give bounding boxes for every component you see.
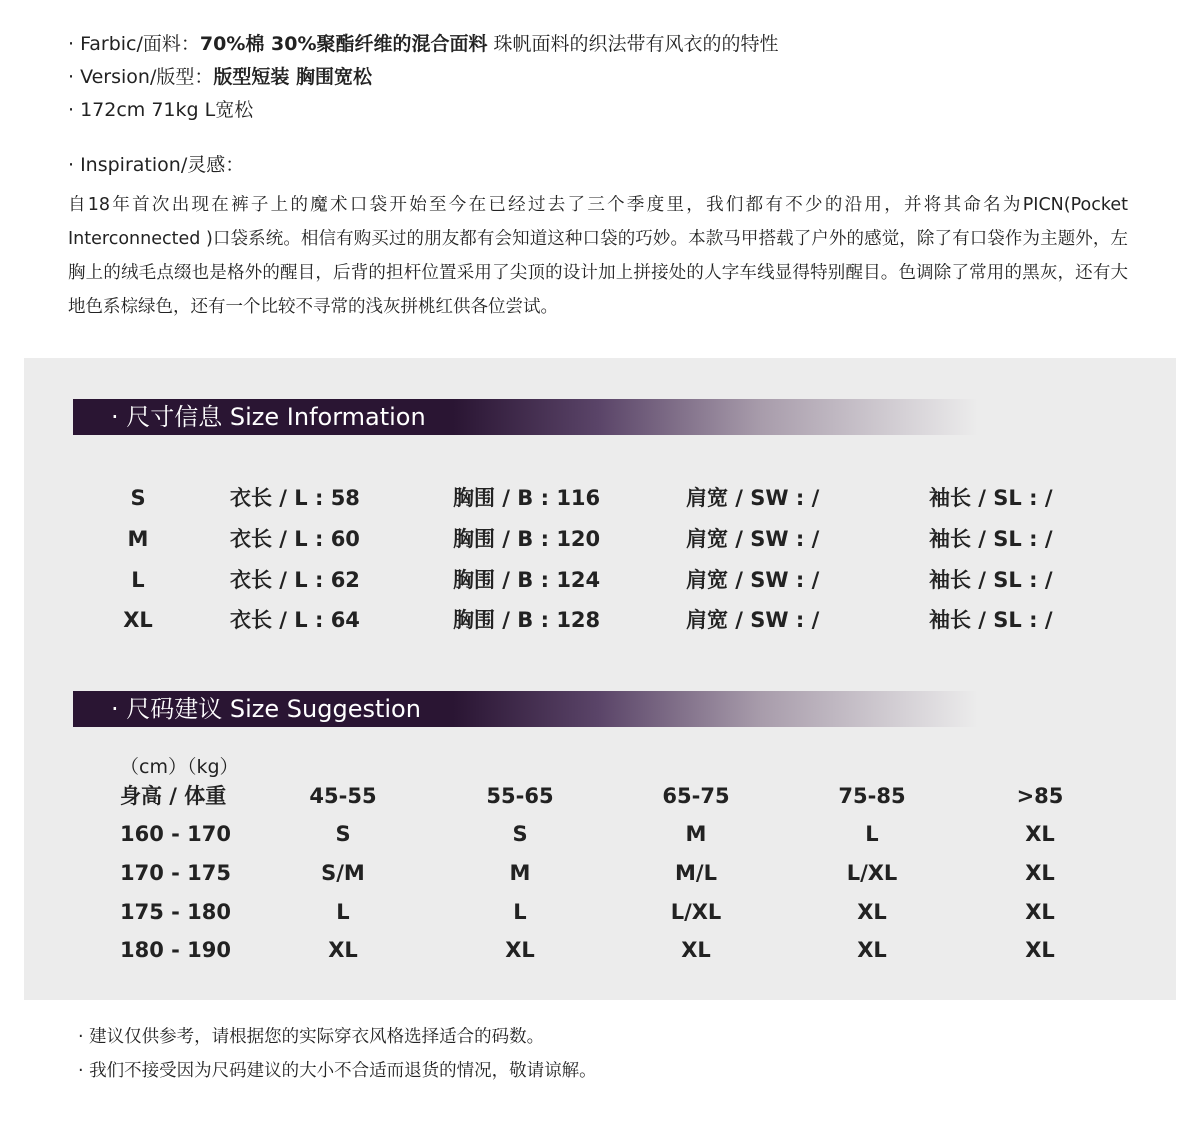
size-cell: S [335, 822, 351, 846]
size-cell: L [336, 900, 350, 924]
size-cell: M [509, 861, 531, 885]
length-value: 衣长 / L : 58 [230, 486, 360, 510]
fabric-line [68, 28, 1128, 61]
size-row [24, 560, 1176, 600]
size-cell: XL [1025, 938, 1055, 962]
size-row [24, 478, 1176, 518]
height-cell: 175 - 180 [120, 900, 232, 924]
size-cell: S/M [321, 861, 365, 885]
size-label: M [127, 527, 149, 551]
fabric-label: · Farbic/面料： [68, 33, 200, 55]
size-cell: XL [1025, 900, 1055, 924]
bust-value: 胸围 / B : 120 [453, 527, 601, 551]
size-information-title: · 尺寸信息 Size Information [111, 403, 426, 431]
units-label: （cm）（kg） [120, 756, 239, 778]
size-row [24, 519, 1176, 559]
suggestion-row [24, 854, 1176, 892]
header-cell: 身高 / 体重 [120, 784, 227, 808]
disclaimer-notes [78, 1020, 597, 1088]
size-cell: L [513, 900, 527, 924]
inspiration-text: 自18年首次出现在裤子上的魔术口袋开始至今在已经过去了三个季度里，我们都有不少的沿用，并将其命名为PICN(Pocket Interconnected )口袋系统。相信有购买过的朋友都有会知道这种口袋的巧妙。本款马甲搭载了户外的感觉，除了有口袋作为主题外，左胸上的绒毛点缀也是格外的醒目，后背的担杆位置采用了尖顶的设计加上拼接处的人字车线显得特别醒目。色调除了常用的黑灰，还有大地色系棕绿色，还有一个比较不寻常的浅灰拼桃红供各位尝试。 [68, 195, 1128, 317]
version-label: · Version/版型： [68, 66, 214, 88]
size-label: L [131, 568, 145, 592]
suggestion-header-row [24, 777, 1176, 815]
height-cell: 170 - 175 [120, 861, 232, 885]
bust-value: 胸围 / B : 124 [453, 568, 601, 592]
size-label: XL [123, 608, 153, 632]
suggestion-row [24, 815, 1176, 853]
shoulder-value: 肩宽 / SW : / [686, 486, 820, 510]
note-line: · 我们不接受因为尺码建议的大小不合适而退货的情况，敬请谅解。 [78, 1061, 597, 1081]
sleeve-value: 袖长 / SL : / [929, 486, 1053, 510]
header-cell: 65-75 [662, 784, 730, 808]
size-cell: S [512, 822, 528, 846]
size-cell: L [865, 822, 879, 846]
length-value: 衣长 / L : 60 [230, 527, 360, 551]
shoulder-value: 肩宽 / SW : / [686, 568, 820, 592]
size-cell: L/XL [846, 861, 898, 885]
bust-value: 胸围 / B : 116 [453, 486, 601, 510]
size-row [24, 600, 1176, 640]
bust-value: 胸围 / B : 128 [453, 608, 601, 632]
size-cell: XL [1025, 861, 1055, 885]
header-cell: 55-65 [486, 784, 554, 808]
shoulder-value: 肩宽 / SW : / [686, 527, 820, 551]
size-cell: XL [1025, 822, 1055, 846]
size-information-header [73, 399, 978, 435]
suggestion-row [24, 931, 1176, 969]
size-panel [24, 358, 1176, 1000]
size-label: S [130, 486, 146, 510]
size-cell: XL [857, 938, 887, 962]
suggestion-row [24, 893, 1176, 931]
version-value: 版型短装 胸围宽松 [213, 66, 372, 88]
note-line: · 建议仅供参考，请根据您的实际穿衣风格选择适合的码数。 [78, 1027, 545, 1047]
size-cell: M/L [675, 861, 717, 885]
sleeve-value: 袖长 / SL : / [929, 608, 1053, 632]
fabric-composition: 70%棉 30%聚酯纤维的混合面料 [199, 33, 488, 55]
version-line [68, 61, 1128, 94]
header-cell: 45-55 [309, 784, 377, 808]
size-cell: XL [857, 900, 887, 924]
size-cell: XL [328, 938, 358, 962]
height-cell: 180 - 190 [120, 938, 232, 962]
inspiration-label: · Inspiration/灵感： [68, 154, 245, 176]
size-cell: M [685, 822, 707, 846]
header-cell: 75-85 [838, 784, 906, 808]
model-line: · 172cm 71kg L宽松 [68, 99, 254, 121]
length-value: 衣长 / L : 62 [230, 568, 360, 592]
sleeve-value: 袖长 / SL : / [929, 568, 1053, 592]
shoulder-value: 肩宽 / SW : / [686, 608, 820, 632]
header-cell: >85 [1016, 784, 1064, 808]
fabric-description: 珠帆面料的织法带有风衣的的特性 [487, 33, 779, 55]
height-cell: 160 - 170 [120, 822, 232, 846]
size-suggestion-title: · 尺码建议 Size Suggestion [111, 695, 421, 723]
product-info [68, 28, 1128, 324]
size-suggestion-header [73, 691, 978, 727]
sleeve-value: 袖长 / SL : / [929, 527, 1053, 551]
size-cell: XL [505, 938, 535, 962]
size-cell: L/XL [670, 900, 722, 924]
length-value: 衣长 / L : 64 [230, 608, 360, 632]
size-cell: XL [681, 938, 711, 962]
